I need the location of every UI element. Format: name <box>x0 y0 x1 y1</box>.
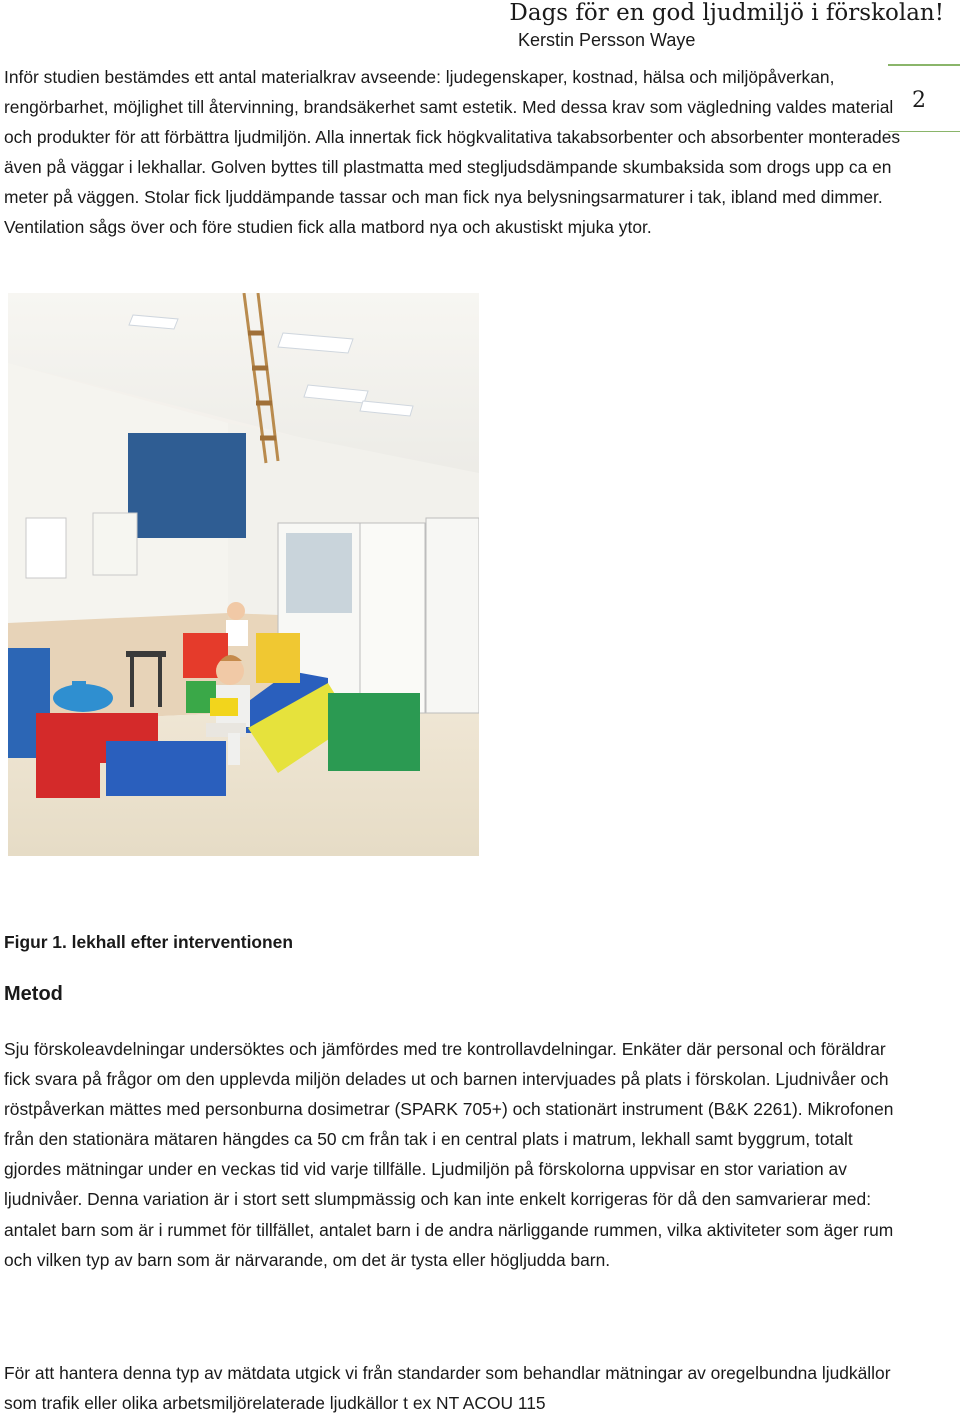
section-heading-metod: Metod <box>4 983 63 1005</box>
intro-paragraph: Inför studien bestämdes ett antal materialkrav avseende: ljudegenskaper, kostnad, hälsa och miljöpåverkan, rengörbarhet, möjlighet till återvinning, brandsäkerhet samt estetik. Med dessa krav som vägledning valdes material och produkter för att förbättra ljudmiljön. Alla innertak fick högkvalitativa takabsorbenter och absorbenter monterades även på väggar i lekhallar. Golven byttes till plastmatta med stegljudsdämpande skumbaksida som drogs upp ca en meter på väggen. Stolar fick ljuddämpande tassar och man fick nya belysningsarmaturer i tak, ibland med dimmer. Ventilation sågs över och före studien fick alla matbord nya och akustiskt mjuka ytor. <box>4 67 901 238</box>
figure-caption: Figur 1. lekhall efter interventionen <box>4 932 293 952</box>
document-title: Dags för en god ljudmiljö i förskolan! <box>509 0 944 26</box>
document-author: Kerstin Persson Waye <box>518 30 696 50</box>
method-paragraph-2: För att hantera denna typ av mätdata utgick vi från standarder som behandlar mätningar av oregelbundna ljudkällor som trafik eller olika arbetsmiljörelaterade ljudkällor t ex NT ACOU 115 <box>4 1363 891 1414</box>
method-paragraph-1: Sju förskoleavdelningar undersöktes och jämfördes med tre kontrollavdelningar. Enkäter där personal och föräldrar fick svara på frågor om den upplevda miljön delades ut och barnen intervjuades på plats i förskolan. Ljudnivåer och röstpåverkan mättes med personburna dosimetrar (SPARK 705+) och stationärt instrument (B&K 2261). Mikrofonen från den stationära mätaren hängdes ca 50 cm från tak i en central plats i matrum, lekhall samt byggrum, totalt gjordes mätningar under en veckas tid vid varje tillfälle. Ljudmiljön på förskolorna uppvisar en stor variation av ljudnivåer. Denna variation är i stort sett slumpmässig och kan inte enkelt korrigeras för då den samvarierar med: antalet barn som är i rummet för tillfället, antalet barn i de andra närliggande rummen, vilka aktiviteter som äger rum och vilken typ av barn som är närvarande, om det är tysta eller högljudda barn. <box>4 1039 894 1270</box>
figure-playroom-photo <box>8 293 479 856</box>
page-number: 2 <box>912 88 926 113</box>
